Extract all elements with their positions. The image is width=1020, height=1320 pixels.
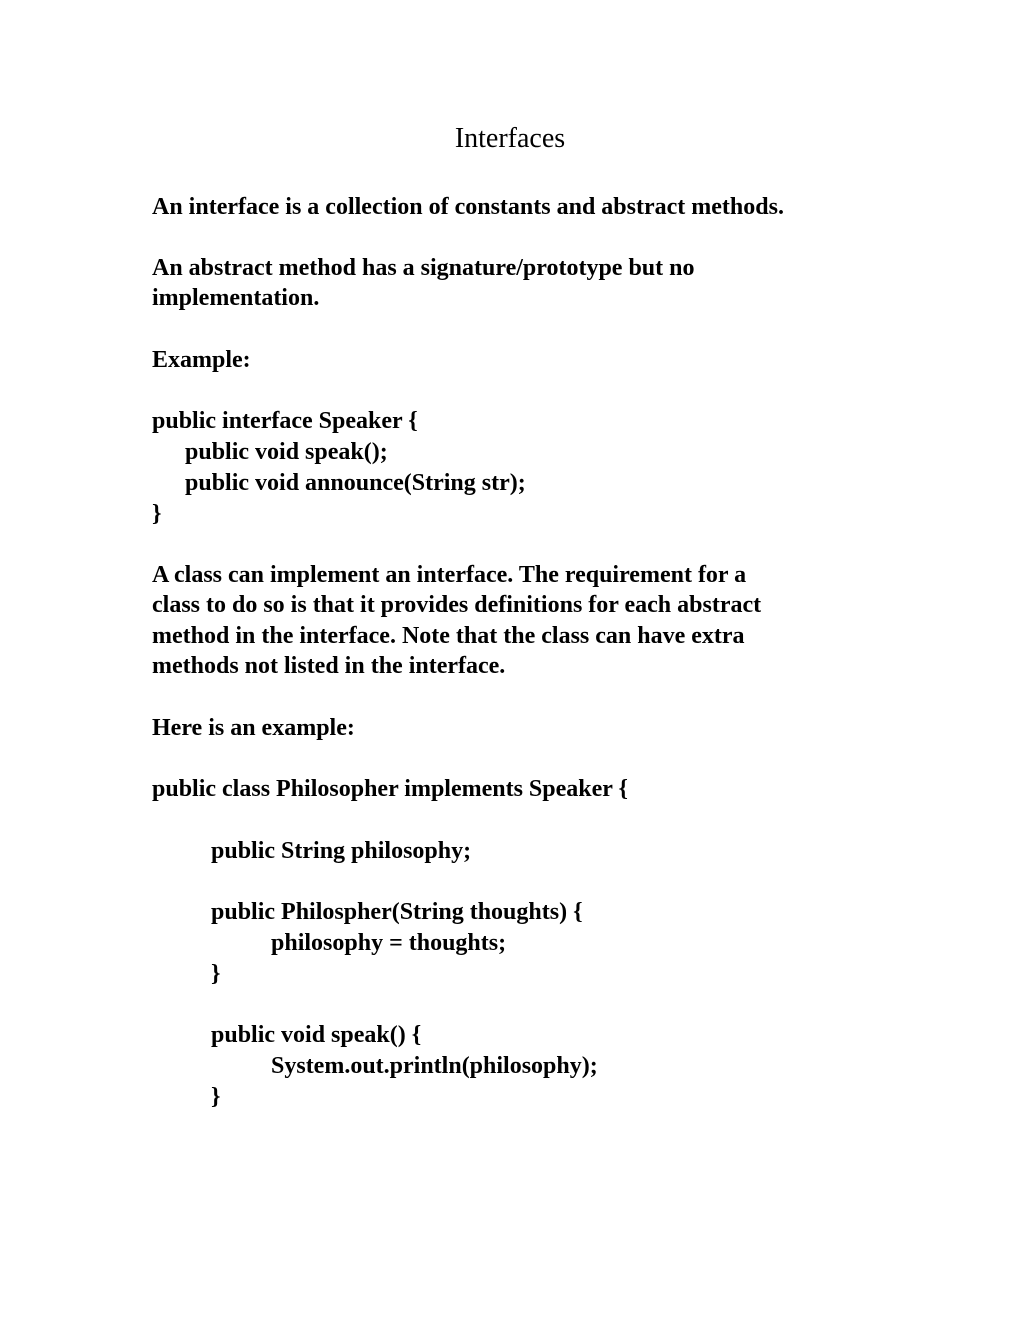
code-line-speak-method: public void speak(); — [185, 439, 388, 465]
code-line-constructor-close: } — [211, 961, 221, 987]
paragraph-implement-line-3: method in the interface. Note that the class can have extra — [152, 623, 745, 649]
code-line-println: System.out.println(philosophy); — [271, 1053, 598, 1079]
code-line-constructor: public Philospher(String thoughts) { — [211, 899, 583, 925]
code-line-announce-method: public void announce(String str); — [185, 470, 526, 496]
paragraph-interface-definition: An interface is a collection of constants and abstract methods. — [152, 194, 784, 220]
code-line-assignment: philosophy = thoughts; — [271, 930, 507, 956]
code-line-field-philosophy: public String philosophy; — [211, 838, 472, 864]
page-title: Interfaces — [454, 123, 566, 154]
code-line-interface-declaration: public interface Speaker { — [152, 408, 418, 434]
paragraph-implement-line-2: class to do so is that it provides definitions for each abstract — [152, 592, 762, 618]
code-line-class-declaration: public class Philosopher implements Speaker { — [152, 776, 628, 802]
paragraph-abstract-method-line-1: An abstract method has a signature/prototype but no — [152, 255, 695, 281]
example-label: Example: — [152, 347, 251, 373]
paragraph-abstract-method-line-2: implementation. — [152, 285, 320, 311]
example-label-2: Here is an example: — [152, 715, 355, 741]
code-line-speak-close: } — [211, 1084, 221, 1110]
paragraph-implement-line-1: A class can implement an interface. The requirement for a — [152, 562, 747, 588]
code-line-interface-close: } — [152, 501, 162, 527]
code-line-speak-declaration: public void speak() { — [211, 1022, 422, 1048]
paragraph-implement-line-4: methods not listed in the interface. — [152, 653, 506, 679]
